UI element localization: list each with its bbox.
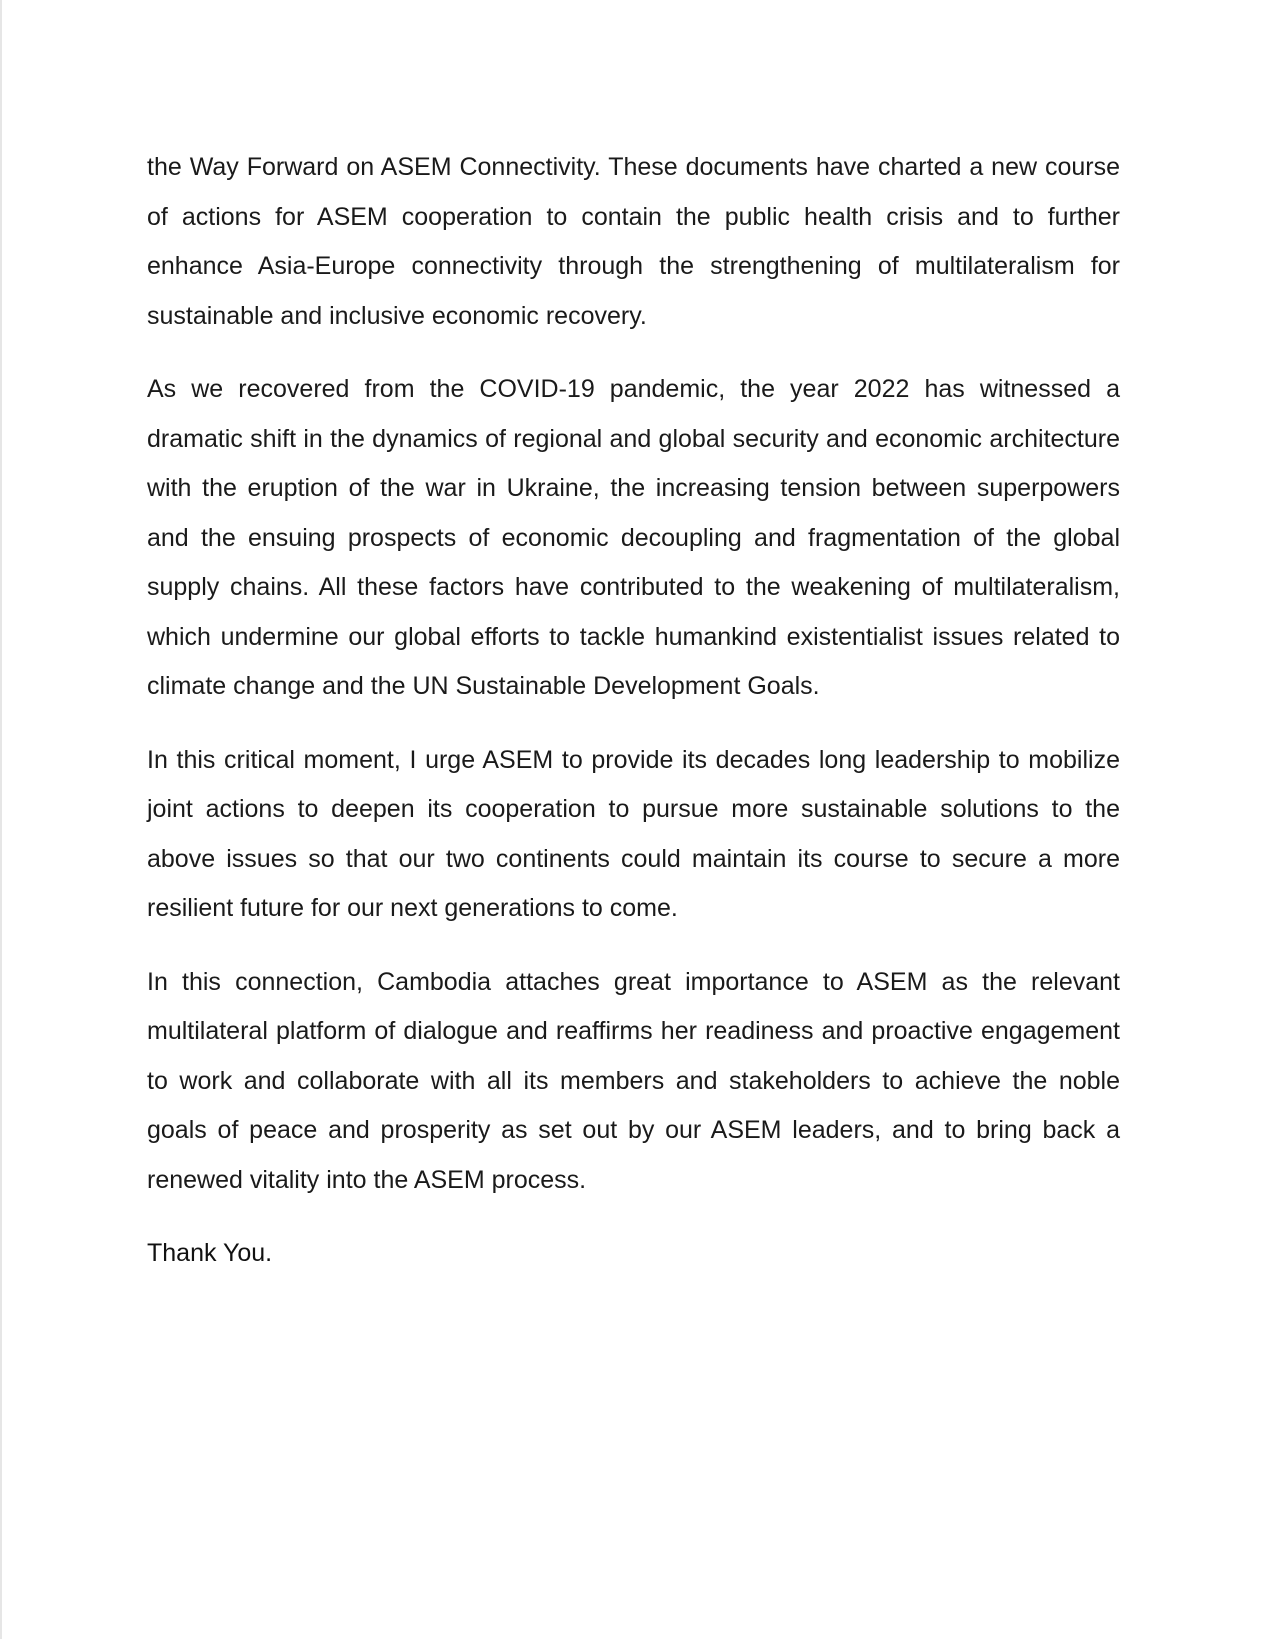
- paragraph-1: the Way Forward on ASEM Connectivity. These documents have charted a new course of actions for ASEM cooperation to contain the public health crisis and to further enhance Asia-Europe connectivity through the strengthening of multilateralism for sustainable and inclusive economic recovery.: [147, 153, 1120, 330]
- closing-line: Thank You.: [147, 1239, 273, 1267]
- paragraph-4: In this connection, Cambodia attaches great importance to ASEM as the relevant multilateral platform of dialogue and reaffirms her readiness and proactive engagement to work and collaborate with all its members and stakeholders to achieve the noble goals of peace and prosperity as set out by our ASEM leaders, and to bring back a renewed vitality into the ASEM process.: [147, 967, 1120, 1194]
- paragraph-2: As we recovered from the COVID-19 pandemic, the year 2022 has witnessed a dramatic shift in the dynamics of regional and global security and economic architecture with the eruption of the war in Ukraine, the increasing tension between superpowers and the ensuing prospects of economic decoupling and fragmentation of the global supply chains. All these factors have contributed to the weakening of multilateralism, which undermine our global efforts to tackle humankind existentialist issues related to climate change and the UN Sustainable Development Goals.: [147, 375, 1120, 700]
- document-body: [147, 143, 1120, 1279]
- page-edge: [0, 0, 2, 1639]
- paragraph-3: In this critical moment, I urge ASEM to provide its decades long leadership to mobilize joint actions to deepen its cooperation to pursue more sustainable solutions to the above issues so that our two continents could maintain its course to secure a more resilient future for our next generations to come.: [147, 745, 1120, 922]
